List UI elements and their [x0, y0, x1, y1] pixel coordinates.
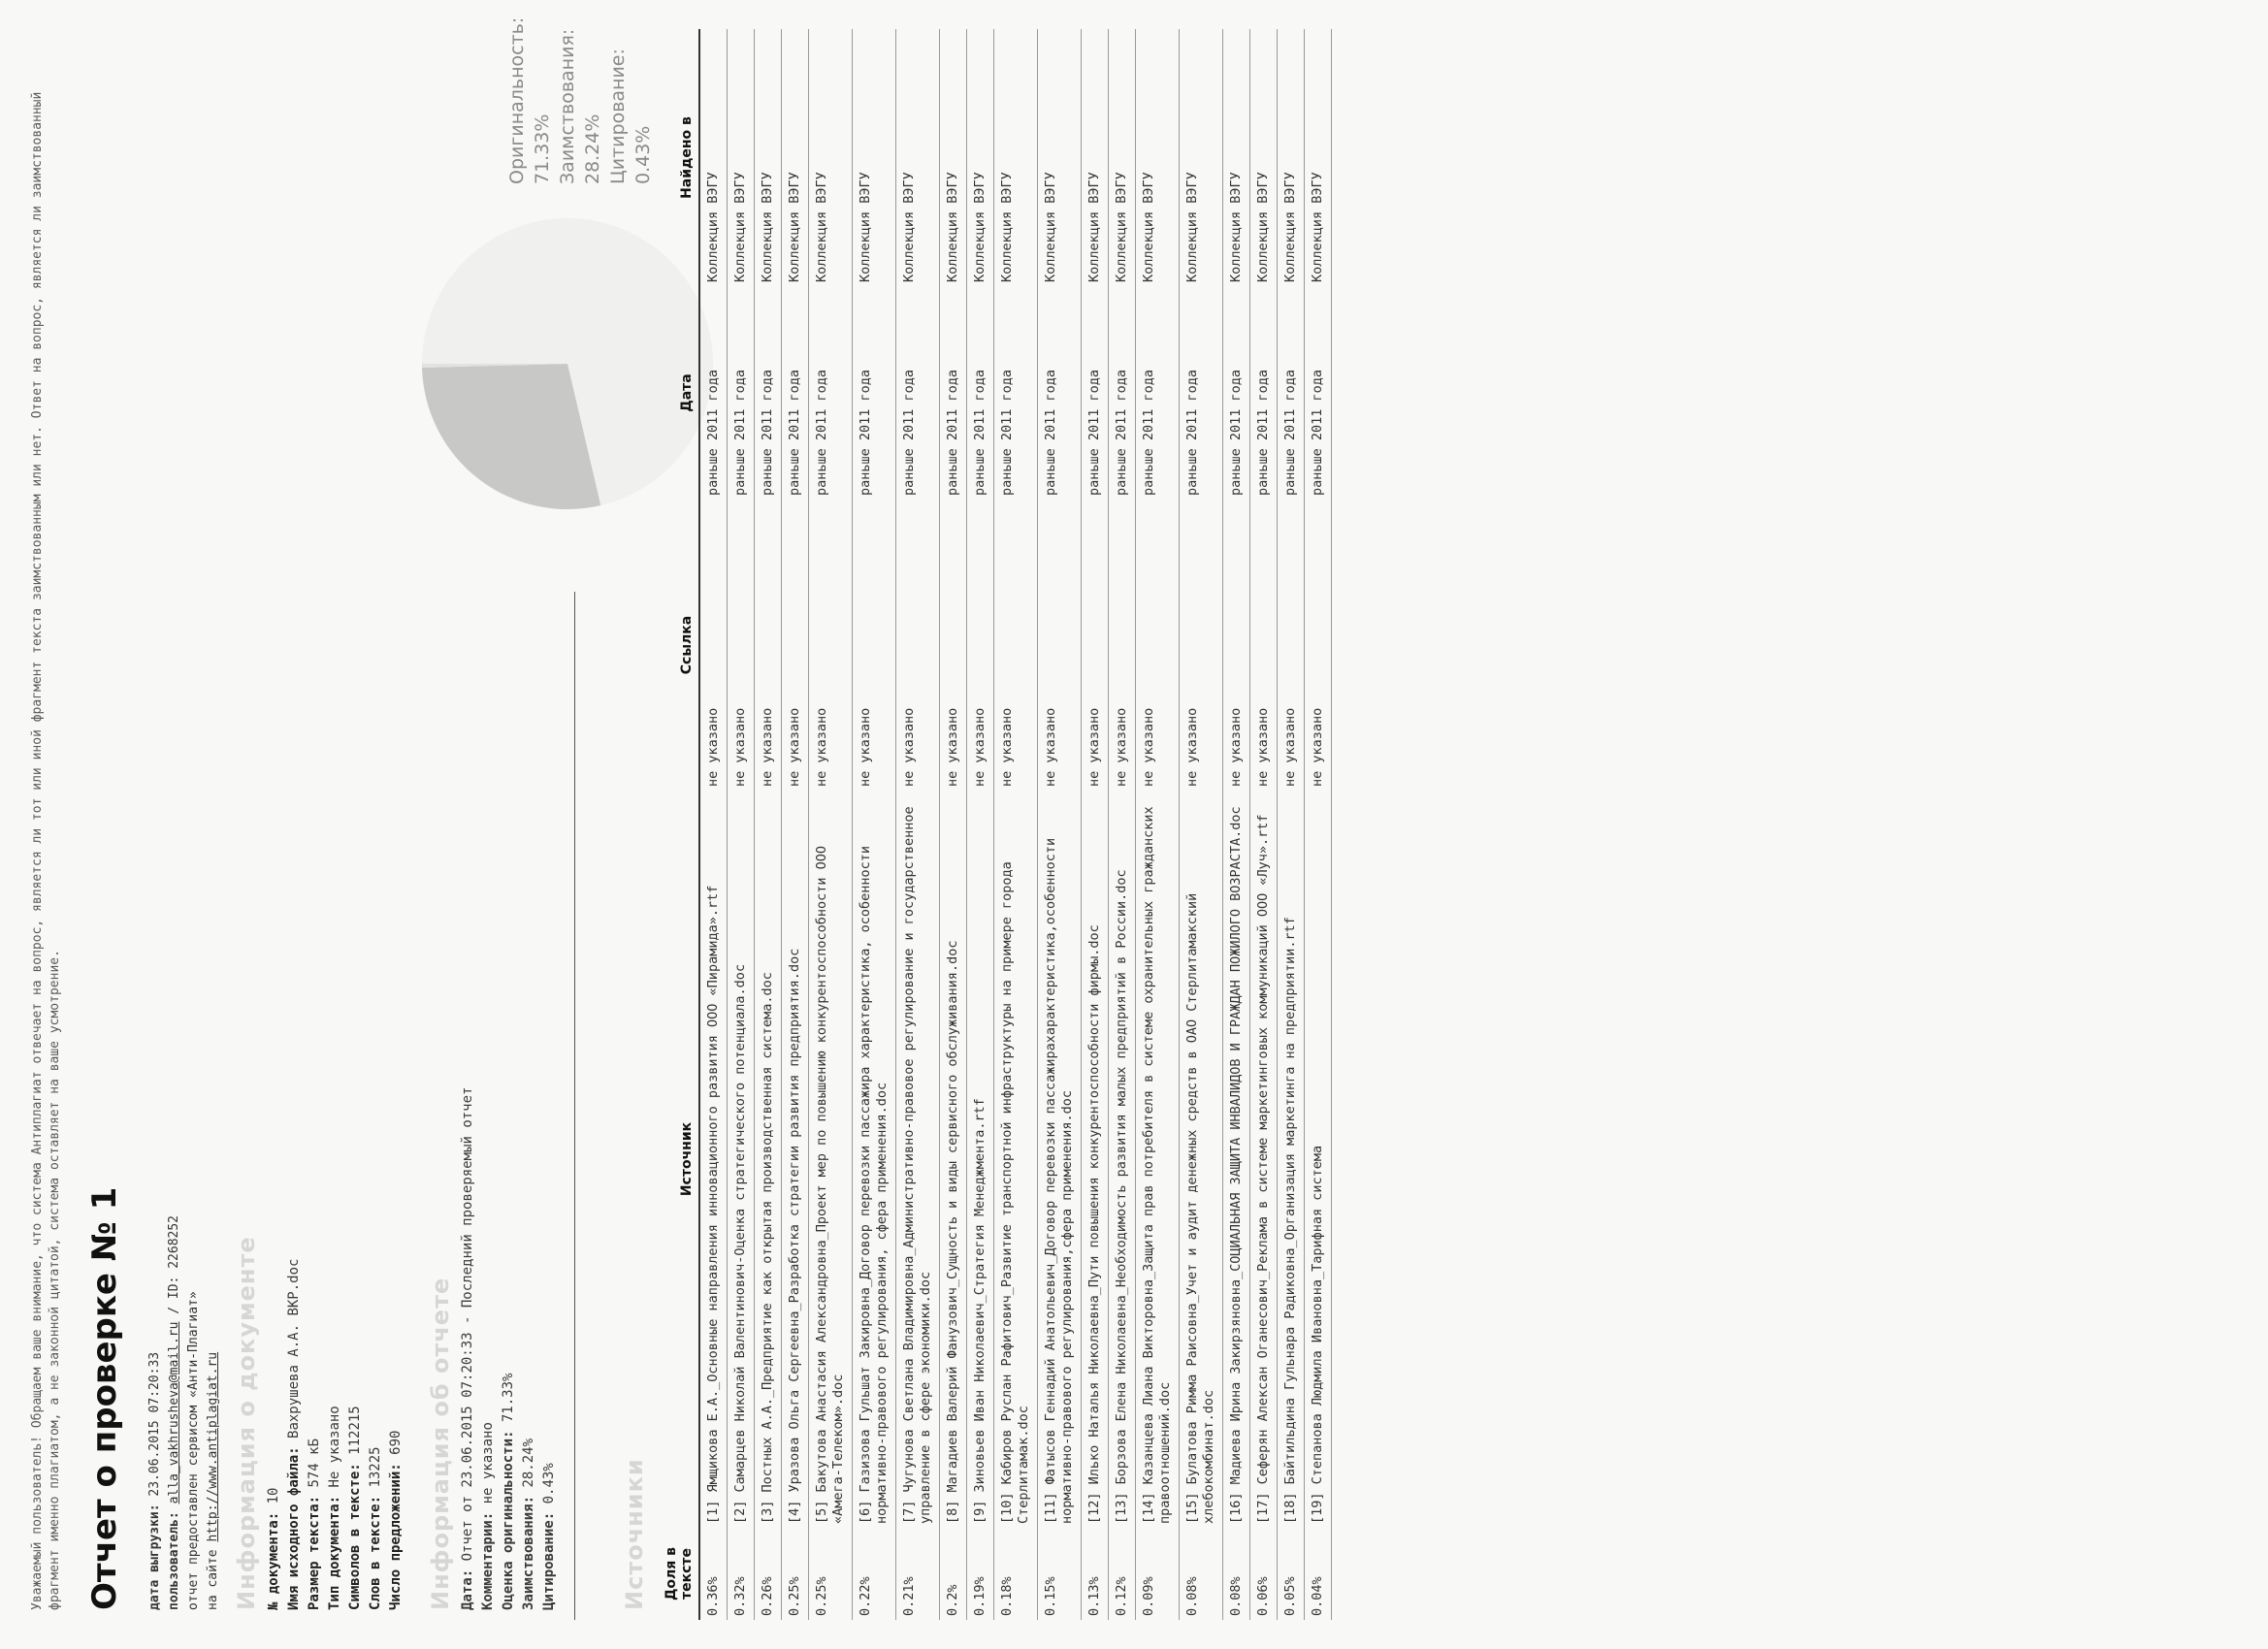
table-row	[728, 29, 755, 1620]
doc-number-label: № документа:	[266, 1511, 281, 1610]
report-date-value: Отчет от 23.06.2015 07:20:33 - Последний проверяемый отчет	[460, 1086, 475, 1562]
source-date: раньше 2011 года	[755, 286, 782, 500]
report-field	[539, 815, 560, 1610]
source-link: не указано	[896, 500, 940, 791]
source-date: раньше 2011 года	[1180, 286, 1223, 500]
source-link: не указано	[1305, 500, 1332, 791]
source-found-in: Коллекция ВЭГУ	[1305, 29, 1332, 286]
table-row	[967, 29, 994, 1620]
user-id: / ID: 2268252	[167, 1215, 181, 1314]
source-name: [1] Ямщикова Е.А._Основные направления инновационного развития ООО «Пирамида».rtf	[699, 791, 728, 1528]
report-field	[458, 815, 478, 1610]
report-field	[519, 815, 539, 1610]
source-name: [9] Зиновьев Иван Николаевич_Стратегия Менеджмента.rtf	[967, 791, 994, 1528]
borrowing-value: 28.24%	[521, 1438, 536, 1488]
source-found-in: Коллекция ВЭГУ	[1223, 29, 1250, 286]
doc-field	[386, 1028, 406, 1610]
citation-value: 0.43%	[541, 1463, 557, 1504]
source-share: 0.12%	[1109, 1528, 1136, 1620]
source-name: [7] Чугунова Светлана Владимировна_Административно-правовое регулирование и государственное управление в сфере экономики.doc	[896, 791, 940, 1528]
export-date-value: 23.06.2015 07:20:33	[147, 1351, 162, 1497]
source-share: 0.15%	[1038, 1528, 1082, 1620]
table-row	[1109, 29, 1136, 1620]
report-info	[458, 815, 560, 1610]
source-found-in: Коллекция ВЭГУ	[1278, 29, 1305, 286]
source-date: раньше 2011 года	[1223, 286, 1250, 500]
source-name: [8] Магадиев Валерий Фанузович_Сущность и виды сервисного обслуживания.doc	[940, 791, 967, 1528]
doc-field	[366, 1028, 386, 1610]
source-found-in: Коллекция ВЭГУ	[1109, 29, 1136, 286]
source-name: [2] Самарцев Николай Валентинович-Оценка стратегического потенциала.doc	[728, 791, 755, 1528]
source-name: [6] Газизова Гульшат Закировна_Договор перевозки пассажира характеристика, особенности нормативно-правового регулирования, сфера применения.doc	[853, 791, 896, 1528]
table-row	[809, 29, 853, 1620]
sentences-value: 690	[388, 1430, 404, 1455]
source-link: не указано	[940, 500, 967, 791]
table-row	[1082, 29, 1109, 1620]
source-date: раньше 2011 года	[728, 286, 755, 500]
source-share: 0.08%	[1180, 1528, 1223, 1620]
doc-field	[325, 1028, 345, 1610]
comments-value: не указано	[480, 1422, 496, 1504]
source-found-in: Коллекция ВЭГУ	[853, 29, 896, 286]
source-found-in: Коллекция ВЭГУ	[1082, 29, 1109, 286]
source-name: [14] Казанцева Лиана Викторовна_Защита прав потребителя в системе охранительных гражданских правоотношений.doc	[1136, 791, 1180, 1528]
report-field	[499, 815, 519, 1610]
source-link: не указано	[782, 500, 809, 791]
source-name: [13] Борзова Елена Николаевна_Необходимость развития малых предприятий в России.doc	[1109, 791, 1136, 1528]
source-link: не указано	[994, 500, 1038, 791]
source-file-value: Вахрушева А.А. ВКР.doc	[286, 1258, 302, 1439]
source-link: не указано	[699, 500, 728, 791]
table-row	[1250, 29, 1278, 1620]
source-date: раньше 2011 года	[809, 286, 853, 500]
table-row	[782, 29, 809, 1620]
source-found-in: Коллекция ВЭГУ	[896, 29, 940, 286]
source-date: раньше 2011 года	[967, 286, 994, 500]
notice-text: Уважаемый пользователь! Обращаем ваше внимание, что система Антиплагиат отвечает на вопрос, является ли тот или иной фрагмент текста заимствованным или нет. Ответ на вопрос, является ли заимствованный фрагмент именно плагиатом, а не законной цитатой, система оставляет на ваше усмотрение.	[30, 91, 62, 1610]
document-info-heading: Информация о документе	[233, 1236, 260, 1610]
source-date: раньше 2011 года	[1136, 286, 1180, 500]
source-name: [11] Фатысов Геннадий Анатольевич_Договор перевозки пассажирахарактеристика,особенности нормативно-правового регулирования,сфера применения.doc	[1038, 791, 1082, 1528]
source-share: 0.22%	[853, 1528, 896, 1620]
table-row	[1038, 29, 1082, 1620]
source-share: 0.36%	[699, 1528, 728, 1620]
source-link: не указано	[809, 500, 853, 791]
export-date-label: дата выгрузки:	[147, 1504, 162, 1610]
text-size-label: Размер текста:	[307, 1495, 322, 1610]
col-found-header: Найдено в	[660, 29, 699, 286]
source-date: раньше 2011 года	[853, 286, 896, 500]
source-found-in: Коллекция ВЭГУ	[755, 29, 782, 286]
source-file-label: Имя исходного файла:	[286, 1446, 302, 1610]
table-header-row	[660, 29, 699, 1620]
source-share: 0.19%	[967, 1528, 994, 1620]
doc-field	[305, 1028, 325, 1610]
source-link: не указано	[1250, 500, 1278, 791]
site-prefix: на сайте	[206, 1549, 220, 1610]
source-date: раньше 2011 года	[1278, 286, 1305, 500]
source-link: не указано	[1082, 500, 1109, 791]
table-row	[940, 29, 967, 1620]
originality-value: 71.33%	[501, 1373, 516, 1423]
source-share: 0.25%	[809, 1528, 853, 1620]
source-found-in: Коллекция ВЭГУ	[994, 29, 1038, 286]
source-share: 0.21%	[896, 1528, 940, 1620]
stats-citation: Цитирование: 0.43%	[607, 48, 654, 184]
section-divider	[574, 592, 575, 1620]
table-row	[896, 29, 940, 1620]
site-line	[204, 1215, 223, 1610]
source-name: [19] Степанова Людмила Ивановна_Тарифная система	[1305, 791, 1332, 1528]
source-share: 0.32%	[728, 1528, 755, 1620]
source-found-in: Коллекция ВЭГУ	[728, 29, 755, 286]
source-found-in: Коллекция ВЭГУ	[1136, 29, 1180, 286]
source-link: не указано	[967, 500, 994, 791]
report-field	[478, 815, 499, 1610]
doc-field	[264, 1028, 284, 1610]
table-row	[1278, 29, 1305, 1620]
table-row	[699, 29, 728, 1620]
source-share: 0.2%	[940, 1528, 967, 1620]
source-date: раньше 2011 года	[940, 286, 967, 500]
source-share: 0.08%	[1223, 1528, 1250, 1620]
words-value: 13225	[368, 1446, 383, 1488]
source-found-in: Коллекция ВЭГУ	[1250, 29, 1278, 286]
chars-label: Символов в тексте:	[347, 1463, 363, 1610]
provided-by: отчет предоставлен сервисом «Анти-Плагиат»	[186, 1291, 201, 1610]
source-found-in: Коллекция ВЭГУ	[809, 29, 853, 286]
source-name: [4] Уразова Ольга Сергеевна_Разработка стратегии развития предприятия.doc	[782, 791, 809, 1528]
source-found-in: Коллекция ВЭГУ	[940, 29, 967, 286]
table-row	[994, 29, 1038, 1620]
user-email-link[interactable]: alla_vakhrusheva@mail.ru	[167, 1321, 181, 1504]
source-link: не указано	[1109, 500, 1136, 791]
source-date: раньше 2011 года	[1109, 286, 1136, 500]
col-source-header: Источник	[660, 791, 699, 1528]
source-found-in: Коллекция ВЭГУ	[1180, 29, 1223, 286]
sources-heading: Источники	[621, 1458, 648, 1610]
source-share: 0.26%	[755, 1528, 782, 1620]
source-date: раньше 2011 года	[994, 286, 1038, 500]
source-link: не указано	[755, 500, 782, 791]
sources-table	[660, 29, 1332, 1620]
source-link: не указано	[728, 500, 755, 791]
page-title: Отчет о проверке № 1	[85, 1186, 124, 1610]
source-date: раньше 2011 года	[1082, 286, 1109, 500]
sentences-label: Число предложений:	[388, 1463, 404, 1610]
doc-number-value: 10	[266, 1487, 281, 1504]
user-line	[165, 1215, 184, 1610]
source-share: 0.13%	[1082, 1528, 1109, 1620]
table-row	[1223, 29, 1250, 1620]
doc-field	[284, 1028, 305, 1610]
table-row	[1136, 29, 1180, 1620]
chars-value: 112215	[347, 1406, 363, 1455]
col-date-header: Дата	[660, 286, 699, 500]
source-link: не указано	[1038, 500, 1082, 791]
doc-type-label: Тип документа:	[327, 1495, 342, 1610]
doc-field	[345, 1028, 366, 1610]
source-share: 0.18%	[994, 1528, 1038, 1620]
sources-table-body	[699, 29, 1332, 1620]
source-link: не указано	[1180, 500, 1223, 791]
originality-label: Оценка оригинальности:	[501, 1430, 516, 1610]
source-name: [5] Бакутова Анастасия Александровна_Проект мер по повышению конкурентоспособности ООО «Амега-Телеком».doc	[809, 791, 853, 1528]
source-date: раньше 2011 года	[782, 286, 809, 500]
source-share: 0.05%	[1278, 1528, 1305, 1620]
stats-originality: Оригинальность: 71.33%	[506, 16, 553, 184]
site-link[interactable]: http://www.antiplagiat.ru	[206, 1351, 220, 1542]
source-link: не указано	[1223, 500, 1250, 791]
source-date: раньше 2011 года	[699, 286, 728, 500]
stats-borrowing: Заимствования: 28.24%	[557, 28, 603, 184]
table-row	[755, 29, 782, 1620]
comments-label: Комментарии:	[480, 1511, 496, 1610]
source-name: [12] Илько Наталья Николаевна_Пути повышения конкурентоспособности фирмы.doc	[1082, 791, 1109, 1528]
text-size-value: 574 кБ	[307, 1438, 322, 1488]
source-link: не указано	[1136, 500, 1180, 791]
borrowing-label: Заимствования:	[521, 1495, 536, 1610]
source-date: раньше 2011 года	[1250, 286, 1278, 500]
doc-type-value: Не указано	[327, 1406, 342, 1488]
source-found-in: Коллекция ВЭГУ	[699, 29, 728, 286]
source-date: раньше 2011 года	[1038, 286, 1082, 500]
source-date: раньше 2011 года	[1305, 286, 1332, 500]
source-share: 0.25%	[782, 1528, 809, 1620]
stats-summary	[504, 0, 656, 184]
table-row	[1305, 29, 1332, 1620]
source-name: [17] Сеферян Алексан Оганесович_Реклама в системе маркетинговых коммуникаций ООО «Луч».rtf	[1250, 791, 1278, 1528]
document-info	[264, 1028, 406, 1610]
source-found-in: Коллекция ВЭГУ	[1038, 29, 1082, 286]
col-share-header: Доля в тексте	[660, 1528, 699, 1620]
words-label: Слов в тексте:	[368, 1495, 383, 1610]
source-found-in: Коллекция ВЭГУ	[967, 29, 994, 286]
report-date-label: Дата:	[460, 1568, 475, 1610]
source-found-in: Коллекция ВЭГУ	[782, 29, 809, 286]
report-info-heading: Информация об отчете	[427, 1277, 454, 1610]
source-name: [3] Постных А.А._Предприятие как открытая производственная система.doc	[755, 791, 782, 1528]
source-share: 0.04%	[1305, 1528, 1332, 1620]
table-row	[1180, 29, 1223, 1620]
citation-label: Цитирование:	[541, 1511, 557, 1610]
export-date-line	[146, 1215, 165, 1610]
source-share: 0.09%	[1136, 1528, 1180, 1620]
report-meta	[146, 1215, 223, 1610]
source-name: [16] Мадиева Ирина Закирзяновна_СОЦИАЛЬНАЯ ЗАЩИТА ИНВАЛИДОВ И ГРАЖДАН ПОЖИЛОГО ВОЗРАСТА.doc	[1223, 791, 1250, 1528]
user-label: пользователь:	[167, 1511, 181, 1610]
source-name: [18] Байтильдина Гульнара Радиковна_Организация маркетинга на предприятии.rtf	[1278, 791, 1305, 1528]
source-link: не указано	[853, 500, 896, 791]
table-row	[853, 29, 896, 1620]
source-link: не указано	[1278, 500, 1305, 791]
source-share: 0.06%	[1250, 1528, 1278, 1620]
col-link-header: Ссылка	[660, 500, 699, 791]
source-name: [10] Кабиров Руслан Рафитович_Развитие транспортной инфраструктуры на примере города Стерлитамак.doc	[994, 791, 1038, 1528]
source-name: [15] Булатова Римма Раисовна_Учет и аудит денежных средств в ОАО Стерлитамакский хлебокомбинат.doc	[1180, 791, 1223, 1528]
source-date: раньше 2011 года	[896, 286, 940, 500]
